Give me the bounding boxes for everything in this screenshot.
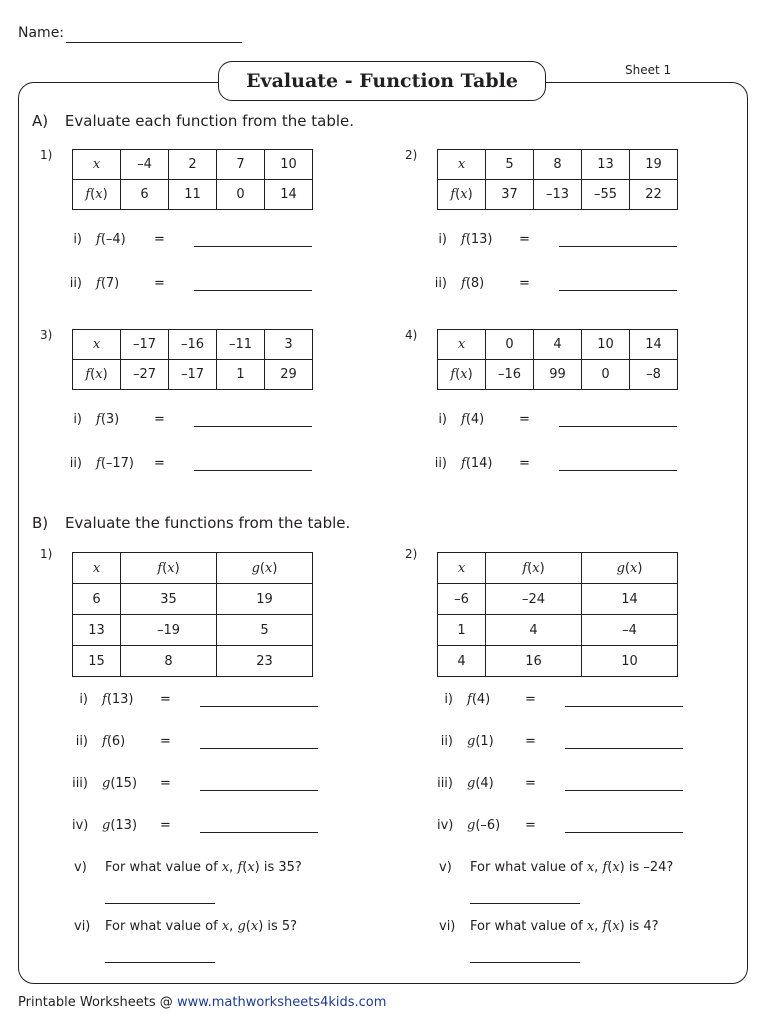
- answer-blank[interactable]: [565, 735, 683, 749]
- word-question-text: For what value of x, g(x) is 5?: [105, 919, 298, 934]
- function-table: [72, 329, 313, 390]
- equals-sign: =: [154, 412, 165, 427]
- question-number: i): [79, 692, 88, 707]
- word-question-text: For what value of x, f(x) is 4?: [470, 919, 659, 934]
- table-cell: 15: [73, 646, 121, 677]
- problem-number: 2): [405, 148, 418, 162]
- table-row-fx: [438, 360, 678, 390]
- problem-number: 1): [40, 148, 53, 162]
- equals-sign: =: [519, 232, 530, 247]
- table-cell: 10: [582, 646, 678, 677]
- worksheet-title: Evaluate - Function Table: [218, 61, 546, 101]
- table-header-row: [73, 553, 313, 584]
- question-row: [72, 776, 318, 791]
- table-cell: –16: [486, 360, 534, 390]
- table-row: [73, 584, 313, 615]
- function-table: [437, 552, 678, 677]
- table-cell: 0: [486, 330, 534, 360]
- question-row: [66, 232, 312, 247]
- equals-sign: =: [525, 818, 536, 833]
- table-cell: 1: [438, 615, 486, 646]
- question-number: iv): [72, 818, 89, 833]
- question-expression: f(4): [461, 412, 485, 427]
- table-cell: 99: [534, 360, 582, 390]
- table-row: [438, 646, 678, 677]
- table-header-cell: x: [73, 150, 121, 180]
- question-row: [437, 818, 683, 833]
- table-cell: 37: [486, 180, 534, 210]
- equals-sign: =: [160, 692, 171, 707]
- question-expression: f(8): [461, 276, 485, 291]
- question-number: i): [444, 692, 453, 707]
- function-table: [437, 329, 678, 390]
- equals-sign: =: [525, 776, 536, 791]
- answer-blank[interactable]: [200, 819, 318, 833]
- table-header-cell: f(x): [73, 360, 121, 390]
- question-row: [431, 456, 677, 471]
- table-cell: –55: [582, 180, 630, 210]
- answer-blank[interactable]: [194, 457, 312, 471]
- answer-blank[interactable]: [559, 413, 677, 427]
- table-cell: 14: [630, 330, 678, 360]
- table-cell: –24: [486, 584, 582, 615]
- table-cell: 6: [121, 180, 169, 210]
- question-number: iv): [437, 818, 454, 833]
- table-row-fx: [438, 180, 678, 210]
- table-header-row: [438, 553, 678, 584]
- table-row-x: [438, 150, 678, 180]
- table-cell: 5: [217, 615, 313, 646]
- answer-blank[interactable]: [470, 903, 580, 904]
- table-cell: 0: [582, 360, 630, 390]
- table-row: [73, 646, 313, 677]
- table-row-fx: [73, 360, 313, 390]
- table-cell: 7: [217, 150, 265, 180]
- table-header-cell: x: [73, 330, 121, 360]
- answer-blank[interactable]: [565, 693, 683, 707]
- table-cell: –17: [169, 360, 217, 390]
- table-cell: 19: [217, 584, 313, 615]
- table-cell: –19: [121, 615, 217, 646]
- answer-blank[interactable]: [559, 457, 677, 471]
- question-expression: f(7): [96, 276, 120, 291]
- question-number: v): [439, 860, 452, 875]
- equals-sign: =: [154, 456, 165, 471]
- question-expression: g(15): [102, 776, 138, 791]
- table-header-cell: f(x): [438, 360, 486, 390]
- footer: [18, 995, 386, 1010]
- question-row: [66, 276, 312, 291]
- question-expression: f(6): [102, 734, 126, 749]
- section-b-heading: [32, 514, 350, 532]
- question-number: i): [73, 232, 82, 247]
- table-row-x: [73, 150, 313, 180]
- question-number: i): [73, 412, 82, 427]
- question-number: ii): [75, 734, 88, 749]
- question-expression: g(1): [467, 734, 494, 749]
- question-row: [437, 776, 683, 791]
- table-cell: 1: [217, 360, 265, 390]
- question-row: [437, 734, 683, 749]
- answer-blank[interactable]: [105, 962, 215, 963]
- question-expression: f(4): [467, 692, 491, 707]
- section-b-letter: B): [32, 514, 49, 532]
- table-cell: 23: [217, 646, 313, 677]
- table-cell: –4: [582, 615, 678, 646]
- answer-blank[interactable]: [105, 903, 215, 904]
- table-header-cell: f(x): [486, 553, 582, 584]
- question-number: ii): [69, 456, 82, 471]
- question-row: [66, 412, 312, 427]
- question-number: v): [74, 860, 87, 875]
- question-row: [437, 692, 683, 707]
- question-row: [72, 734, 318, 749]
- footer-text: Printable Worksheets @: [18, 995, 177, 1010]
- equals-sign: =: [154, 232, 165, 247]
- table-cell: 3: [265, 330, 313, 360]
- question-expression: f(13): [102, 692, 134, 707]
- equals-sign: =: [525, 692, 536, 707]
- answer-blank[interactable]: [194, 413, 312, 427]
- question-expression: g(13): [102, 818, 138, 833]
- answer-blank[interactable]: [194, 233, 312, 247]
- table-cell: 35: [121, 584, 217, 615]
- name-label: Name:: [18, 25, 65, 41]
- answer-blank[interactable]: [200, 693, 318, 707]
- table-cell: –17: [121, 330, 169, 360]
- question-row: [72, 692, 318, 707]
- question-row: [431, 412, 677, 427]
- question-number: i): [438, 412, 447, 427]
- table-cell: –4: [121, 150, 169, 180]
- equals-sign: =: [519, 276, 530, 291]
- table-cell: 29: [265, 360, 313, 390]
- table-cell: 4: [486, 615, 582, 646]
- table-row-x: [73, 330, 313, 360]
- answer-blank[interactable]: [200, 777, 318, 791]
- question-expression: f(3): [96, 412, 120, 427]
- problem-number: 2): [405, 547, 418, 561]
- table-header-cell: f(x): [438, 180, 486, 210]
- question-row: [66, 456, 312, 471]
- table-header-cell: x: [438, 330, 486, 360]
- question-number: ii): [69, 276, 82, 291]
- section-a-letter: A): [32, 112, 49, 130]
- question-row: [431, 276, 677, 291]
- equals-sign: =: [519, 456, 530, 471]
- question-number: ii): [434, 276, 447, 291]
- word-question-text: For what value of x, f(x) is 35?: [105, 860, 302, 875]
- question-row: [431, 232, 677, 247]
- table-cell: 10: [265, 150, 313, 180]
- table-cell: 11: [169, 180, 217, 210]
- table-header-cell: x: [438, 150, 486, 180]
- equals-sign: =: [154, 276, 165, 291]
- table-cell: 6: [73, 584, 121, 615]
- problem-number: 1): [40, 547, 53, 561]
- section-a-instruction: Evaluate each function from the table.: [64, 112, 355, 130]
- table-cell: –6: [438, 584, 486, 615]
- problem-number: 3): [40, 328, 53, 342]
- table-cell: –8: [630, 360, 678, 390]
- answer-blank[interactable]: [200, 735, 318, 749]
- equals-sign: =: [160, 734, 171, 749]
- table-cell: 8: [534, 150, 582, 180]
- section-b-instruction: Evaluate the functions from the table.: [64, 514, 351, 532]
- table-row: [438, 615, 678, 646]
- table-header-cell: f(x): [73, 180, 121, 210]
- question-expression: f(–4): [96, 232, 126, 247]
- table-header-cell: g(x): [582, 553, 678, 584]
- name-blank-line: [66, 42, 242, 43]
- table-header-cell: g(x): [217, 553, 313, 584]
- table-cell: 19: [630, 150, 678, 180]
- equals-sign: =: [525, 734, 536, 749]
- table-header-cell: f(x): [121, 553, 217, 584]
- table-cell: 4: [534, 330, 582, 360]
- table-cell: 4: [438, 646, 486, 677]
- answer-blank[interactable]: [194, 277, 312, 291]
- section-a-heading: [32, 112, 354, 130]
- table-cell: –27: [121, 360, 169, 390]
- problem-number: 4): [405, 328, 418, 342]
- table-header-cell: x: [438, 553, 486, 584]
- question-number: i): [438, 232, 447, 247]
- answer-blank[interactable]: [559, 233, 677, 247]
- table-row-x: [438, 330, 678, 360]
- equals-sign: =: [160, 818, 171, 833]
- equals-sign: =: [160, 776, 171, 791]
- table-cell: 13: [582, 150, 630, 180]
- answer-blank[interactable]: [470, 962, 580, 963]
- table-cell: 8: [121, 646, 217, 677]
- table-cell: –13: [534, 180, 582, 210]
- table-header-cell: x: [73, 553, 121, 584]
- question-number: vi): [439, 919, 456, 934]
- table-cell: 5: [486, 150, 534, 180]
- equals-sign: =: [519, 412, 530, 427]
- function-table: [72, 552, 313, 677]
- function-table: [437, 149, 678, 210]
- table-cell: 14: [582, 584, 678, 615]
- question-row: [72, 818, 318, 833]
- table-cell: 14: [265, 180, 313, 210]
- question-number: ii): [440, 734, 453, 749]
- question-expression: f(13): [461, 232, 493, 247]
- question-number: ii): [434, 456, 447, 471]
- table-row: [73, 615, 313, 646]
- question-expression: f(14): [461, 456, 493, 471]
- table-cell: 10: [582, 330, 630, 360]
- answer-blank[interactable]: [559, 277, 677, 291]
- table-cell: 16: [486, 646, 582, 677]
- question-expression: g(4): [467, 776, 494, 791]
- question-number: iii): [437, 776, 453, 791]
- question-number: iii): [72, 776, 88, 791]
- function-table: [72, 149, 313, 210]
- question-expression: f(–17): [96, 456, 134, 471]
- sheet-label: Sheet 1: [625, 63, 672, 77]
- table-cell: –11: [217, 330, 265, 360]
- table-cell: 22: [630, 180, 678, 210]
- answer-blank[interactable]: [565, 777, 683, 791]
- question-expression: g(–6): [467, 818, 501, 833]
- question-number: vi): [74, 919, 91, 934]
- table-row: [438, 584, 678, 615]
- table-cell: –16: [169, 330, 217, 360]
- table-cell: 0: [217, 180, 265, 210]
- word-question-text: For what value of x, f(x) is –24?: [470, 860, 674, 875]
- footer-url-link[interactable]: www.mathworksheets4kids.com: [176, 995, 387, 1010]
- table-row-fx: [73, 180, 313, 210]
- table-cell: 13: [73, 615, 121, 646]
- worksheet-frame: [18, 82, 748, 984]
- answer-blank[interactable]: [565, 819, 683, 833]
- table-cell: 2: [169, 150, 217, 180]
